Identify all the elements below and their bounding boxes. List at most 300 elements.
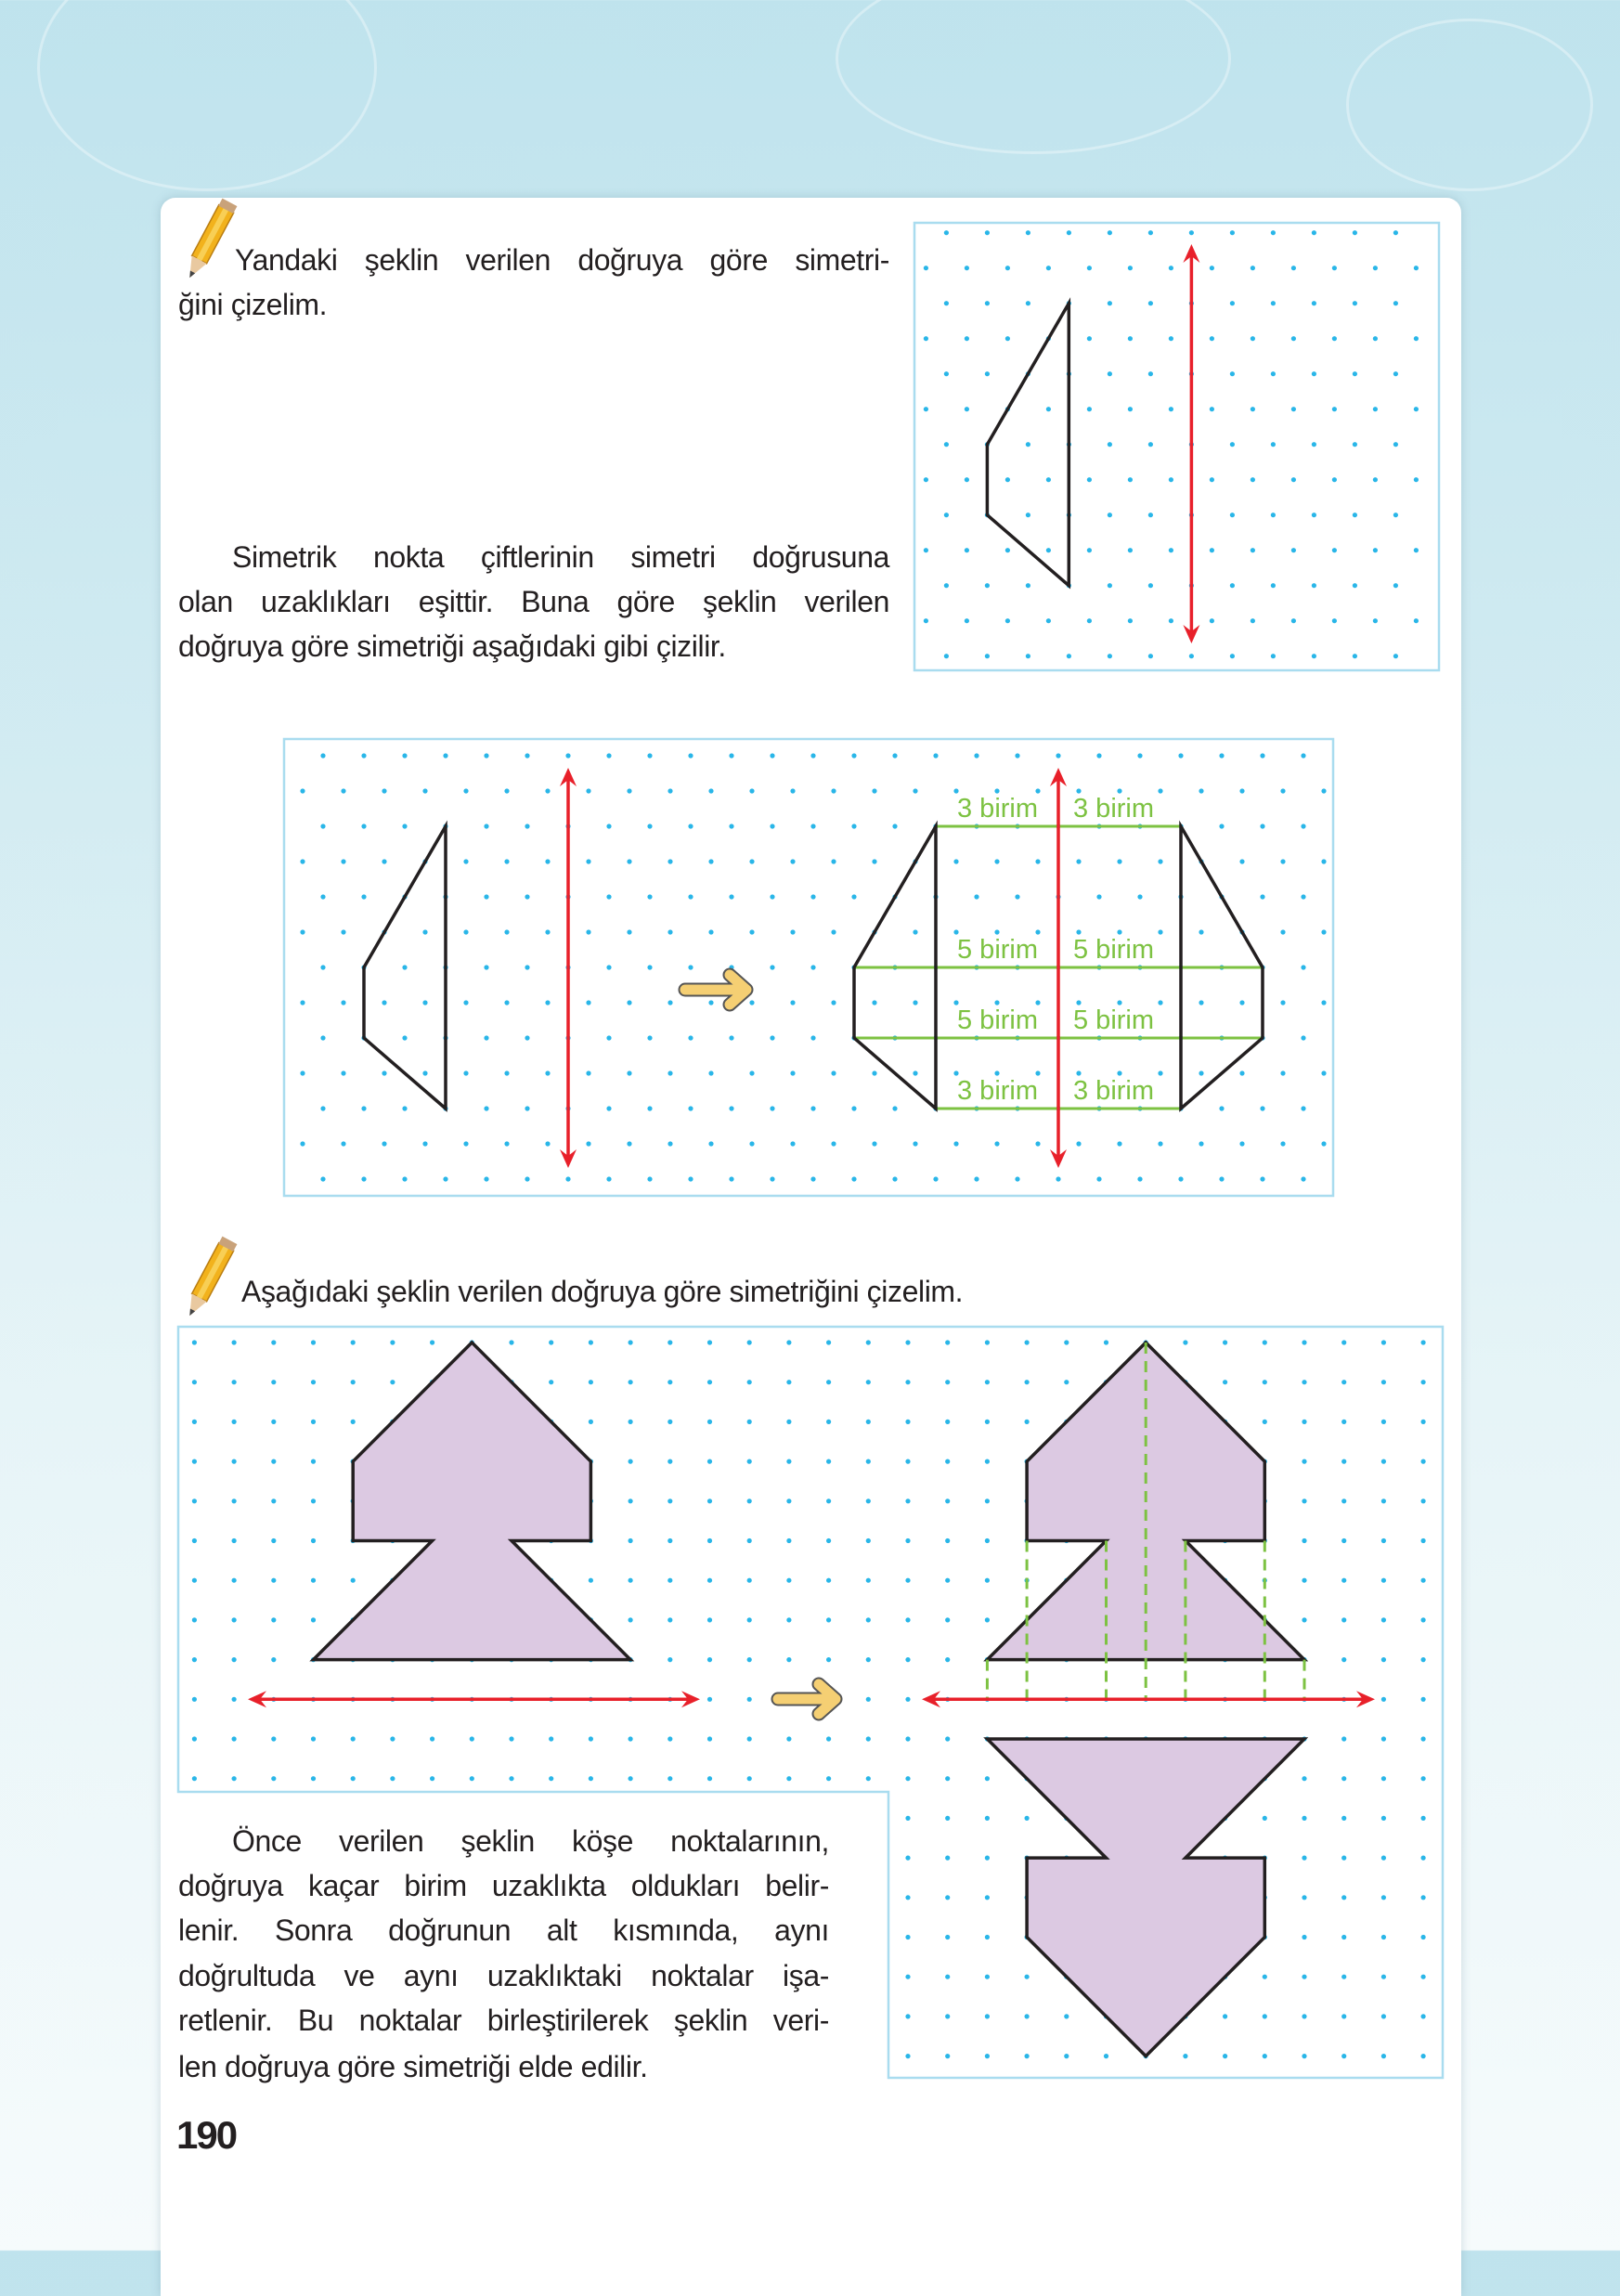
grid-dot <box>826 1776 831 1781</box>
grid-dot <box>953 1141 958 1146</box>
grid-dot <box>545 1070 550 1075</box>
grid-dot <box>484 894 488 899</box>
grid-dot <box>1341 1380 1346 1384</box>
grid-dot <box>786 1340 791 1344</box>
grid-dot <box>786 1459 791 1464</box>
grid-dot <box>484 1176 488 1181</box>
grid-dot <box>747 1340 752 1344</box>
grid-dot <box>688 753 693 758</box>
grid-dot <box>1381 1736 1386 1741</box>
grid-dot <box>1332 548 1337 552</box>
grid-dot <box>924 548 928 552</box>
grid-dot <box>965 407 969 411</box>
grid-dot <box>545 1141 550 1146</box>
grid-dot <box>1393 583 1398 588</box>
grid-dot <box>1291 477 1296 482</box>
grid-dot <box>1421 1340 1426 1344</box>
grid-dot <box>1128 548 1133 552</box>
grid-dot <box>1341 1895 1346 1900</box>
exercise2-instruction: Aşağıdaki şeklin verilen doğruya göre simetriğini çizelim. <box>241 1275 964 1308</box>
grid-dot <box>1381 1459 1386 1464</box>
grid-dot <box>831 1141 836 1146</box>
grid-dot <box>271 1578 276 1583</box>
grid-dot <box>866 1420 871 1424</box>
explanation2-line: lenir. Sonra doğrunun alt kısmında, aynı <box>178 1913 829 1947</box>
grid-dot <box>667 1459 672 1464</box>
grid-dot <box>1341 1856 1346 1861</box>
grid-dot <box>629 1459 633 1464</box>
grid-dot <box>1015 753 1019 758</box>
grid-dot <box>707 1380 712 1384</box>
grid-dot <box>1128 477 1133 482</box>
grid-dot <box>945 1975 950 1979</box>
distance-label: 3 birim <box>1073 794 1155 824</box>
grid-dot <box>1421 1617 1426 1622</box>
grid-dot <box>1341 1498 1346 1503</box>
grid-dot <box>300 1070 305 1075</box>
grid-dot <box>905 1617 910 1622</box>
grid-dot <box>351 1340 356 1344</box>
grid-dot <box>1076 788 1081 793</box>
grid-dot <box>866 1736 871 1741</box>
grid-dot <box>589 1420 593 1424</box>
grid-dot <box>667 1736 672 1741</box>
grid-dot <box>1280 929 1285 934</box>
grid-dot <box>851 1176 856 1181</box>
grid-dot <box>1158 788 1162 793</box>
grid-dot <box>985 654 990 658</box>
grid-dot <box>192 1657 197 1662</box>
grid-dot <box>945 1856 950 1861</box>
grid-dot <box>1230 230 1235 235</box>
grid-dot <box>1341 1578 1346 1583</box>
grid-dot <box>311 1498 316 1503</box>
grid-dot <box>708 788 713 793</box>
grid-dot <box>647 894 652 899</box>
grid-dot <box>851 753 856 758</box>
explanation2-line: doğruya kaçar birim uzaklıkta oldukları belir- <box>178 1869 829 1902</box>
grid-dot <box>443 1176 447 1181</box>
grid-dot <box>1381 1895 1386 1900</box>
grid-dot <box>944 371 949 376</box>
grid-dot <box>1210 618 1214 623</box>
grid-dot <box>1421 1856 1426 1861</box>
grid-dot <box>749 859 754 863</box>
grid-dot <box>1025 1340 1030 1344</box>
grid-dot <box>351 1736 356 1741</box>
grid-dot <box>965 548 969 552</box>
grid-dot <box>1087 618 1092 623</box>
grid-dot <box>1064 2054 1069 2058</box>
grid-dot <box>1271 512 1276 517</box>
grid-dot <box>866 1657 871 1662</box>
grid-dot <box>985 1578 990 1583</box>
explanation2-line: Önce verilen şeklin köşe noktalarının, <box>232 1824 829 1858</box>
grid-dot <box>1219 1106 1224 1110</box>
grid-dot <box>905 1459 910 1464</box>
grid-dot <box>790 1141 795 1146</box>
grid-dot <box>1230 442 1235 447</box>
grid-dot <box>422 788 427 793</box>
grid-dot <box>707 1697 712 1702</box>
grid-dot <box>589 1578 593 1583</box>
grid-dot <box>747 1776 752 1781</box>
grid-dot <box>1381 1380 1386 1384</box>
grid-dot <box>232 1657 237 1662</box>
grid-dot <box>985 2014 990 2018</box>
grid-dot <box>872 859 876 863</box>
grid-dot <box>271 1776 276 1781</box>
grid-dot <box>1026 583 1030 588</box>
grid-dot <box>232 1736 237 1741</box>
grid-dot <box>1108 583 1112 588</box>
grid-dot <box>1223 1380 1227 1384</box>
grid-dot <box>545 929 550 934</box>
grid-dot <box>232 1420 237 1424</box>
grid-dot <box>1280 1141 1285 1146</box>
grid-dot <box>707 1340 712 1344</box>
grid-dot <box>729 1106 733 1110</box>
grid-dot <box>320 1106 325 1110</box>
grid-dot <box>606 965 611 969</box>
grid-dot <box>504 859 509 863</box>
grid-dot <box>192 1340 197 1344</box>
grid-dot <box>1381 2014 1386 2018</box>
grid-dot <box>351 1578 356 1583</box>
grid-dot <box>707 1538 712 1543</box>
grid-dot <box>866 1498 871 1503</box>
grid-dot <box>1321 859 1326 863</box>
grid-dot <box>826 1459 831 1464</box>
grid-dot <box>545 1000 550 1005</box>
grid-dot <box>905 1776 910 1781</box>
grid-dot <box>232 1697 237 1702</box>
grid-dot <box>1301 1035 1305 1040</box>
grid-dot <box>1301 1176 1305 1181</box>
grid-dot <box>504 1141 509 1146</box>
grid-dot <box>1015 894 1019 899</box>
grid-dot <box>913 929 917 934</box>
grid-dot <box>688 1035 693 1040</box>
grid-dot <box>851 894 856 899</box>
grid-dot <box>1381 1935 1386 1939</box>
grid-dot <box>300 788 305 793</box>
grid-dot <box>790 1000 795 1005</box>
grid-dot <box>232 1380 237 1384</box>
grid-dot <box>1148 371 1153 376</box>
grid-dot <box>1393 512 1398 517</box>
grid-dot <box>708 929 713 934</box>
grid-dot <box>1117 1000 1121 1005</box>
grid-dot <box>1199 1000 1203 1005</box>
grid-dot <box>525 965 529 969</box>
grid-dot <box>382 1141 386 1146</box>
grid-dot <box>1219 824 1224 828</box>
grid-dot <box>749 1000 754 1005</box>
grid-dot <box>1076 1070 1081 1075</box>
grid-dot <box>271 1420 276 1424</box>
grid-dot <box>271 1736 276 1741</box>
grid-dot <box>509 1340 513 1344</box>
distance-label: 3 birim <box>957 794 1039 824</box>
grid-dot <box>1373 407 1378 411</box>
grid-dot <box>1076 1141 1081 1146</box>
grid-dot <box>1128 618 1133 623</box>
grid-dot <box>192 1697 197 1702</box>
grid-dot <box>872 788 876 793</box>
grid-dot <box>826 1538 831 1543</box>
grid-dot <box>647 1176 652 1181</box>
grid-dot <box>707 1578 712 1583</box>
grid-dot <box>770 824 774 828</box>
grid-dot <box>627 1141 631 1146</box>
exercise1-instruction-line1: Yandaki şeklin verilen doğruya göre simetri- <box>235 243 889 277</box>
grid-dot <box>1026 512 1030 517</box>
grid-dot <box>1302 1975 1306 1979</box>
grid-dot <box>994 859 999 863</box>
grid-dot <box>985 1380 990 1384</box>
grid-dot <box>1414 548 1419 552</box>
grid-dot <box>688 965 693 969</box>
grid-dot <box>606 1176 611 1181</box>
grid-dot <box>994 788 999 793</box>
grid-dot <box>866 1776 871 1781</box>
grid-dot <box>866 1380 871 1384</box>
grid-dot <box>924 407 928 411</box>
grid-dot <box>747 1578 752 1583</box>
grid-dot <box>647 824 652 828</box>
grid-dot <box>1137 894 1142 899</box>
grid-dot <box>1291 407 1296 411</box>
grid-dot <box>1067 230 1071 235</box>
grid-dot <box>586 788 590 793</box>
grid-dot <box>1302 1459 1306 1464</box>
grid-dot <box>770 894 774 899</box>
grid-dot <box>341 929 345 934</box>
grid-dot <box>341 788 345 793</box>
grid-dot <box>1332 336 1337 341</box>
grid-dot <box>361 1106 366 1110</box>
grid-dot <box>606 1035 611 1040</box>
grid-dot <box>1251 477 1255 482</box>
grid-dot <box>1169 477 1173 482</box>
grid-dot <box>565 753 570 758</box>
grid-dot <box>913 1141 917 1146</box>
grid-dot <box>905 1340 910 1344</box>
grid-dot <box>341 1141 345 1146</box>
grid-dot <box>1263 1380 1267 1384</box>
grid-dot <box>1381 1657 1386 1662</box>
grid-dot <box>1219 1176 1224 1181</box>
grid-dot <box>1035 1141 1040 1146</box>
grid-dot <box>1373 336 1378 341</box>
grid-dot <box>953 1070 958 1075</box>
grid-dot <box>1353 442 1357 447</box>
grid-dot <box>965 266 969 270</box>
grid-dot <box>985 583 990 588</box>
grid-dot <box>402 1106 407 1110</box>
grid-dot <box>1223 2054 1227 2058</box>
grid-dot <box>1230 512 1235 517</box>
grid-dot <box>1280 1070 1285 1075</box>
grid-dot <box>271 1538 276 1543</box>
grid-dot <box>470 1776 474 1781</box>
grid-dot <box>965 618 969 623</box>
grid-dot <box>831 788 836 793</box>
grid-dot <box>1301 824 1305 828</box>
grid-dot <box>953 929 958 934</box>
grid-dot <box>1108 371 1112 376</box>
grid-dot <box>1302 1420 1306 1424</box>
grid-dot <box>1199 1070 1203 1075</box>
grid-dot <box>866 1617 871 1622</box>
grid-dot <box>402 1176 407 1181</box>
grid-dot <box>1148 230 1153 235</box>
grid-dot <box>1169 336 1173 341</box>
grid-dot <box>311 1380 316 1384</box>
grid-dot <box>707 1459 712 1464</box>
grid-dot <box>1301 1106 1305 1110</box>
grid-dot <box>1414 336 1419 341</box>
grid-dot <box>1381 1538 1386 1543</box>
grid-dot <box>749 929 754 934</box>
grid-dot <box>1263 2054 1267 2058</box>
grid-dot <box>905 1538 910 1543</box>
grid-dot <box>1005 336 1010 341</box>
grid-dot <box>707 1498 712 1503</box>
grid-dot <box>1108 654 1112 658</box>
grid-dot <box>504 929 509 934</box>
grid-dot <box>1302 1380 1306 1384</box>
grid-dot <box>1321 1070 1326 1075</box>
grid-dot <box>905 1975 910 1979</box>
grid-dot <box>430 1340 434 1344</box>
grid-dot <box>1312 442 1316 447</box>
grid-dot <box>905 1657 910 1662</box>
grid-dot <box>1046 407 1051 411</box>
grid-dot <box>1128 407 1133 411</box>
grid-dot <box>463 929 468 934</box>
grid-dot <box>810 965 815 969</box>
grid-dot <box>1341 1459 1346 1464</box>
grid-dot <box>1381 1498 1386 1503</box>
grid-dot <box>1076 1000 1081 1005</box>
grid-dot <box>192 1420 197 1424</box>
grid-dot <box>1353 230 1357 235</box>
grid-dot <box>866 1459 871 1464</box>
grid-dot <box>1230 654 1235 658</box>
grid-dot <box>311 1617 316 1622</box>
grid-dot <box>770 1106 774 1110</box>
grid-dot <box>1239 1000 1244 1005</box>
grid-dot <box>300 1000 305 1005</box>
grid-dot <box>1321 929 1326 934</box>
grid-dot <box>1064 2014 1069 2018</box>
grid-dot <box>831 859 836 863</box>
grid-dot <box>1117 788 1121 793</box>
grid-dot <box>1260 1106 1264 1110</box>
grid-dot <box>1421 1776 1426 1781</box>
distance-label: 5 birim <box>1073 935 1155 965</box>
grid-dot <box>1321 788 1326 793</box>
grid-dot <box>1332 407 1337 411</box>
grid-dot <box>1148 654 1153 658</box>
grid-dot <box>965 477 969 482</box>
grid-dot <box>1373 548 1378 552</box>
grid-dot <box>1312 654 1316 658</box>
grid-dot <box>509 1736 513 1741</box>
grid-dot <box>1381 1420 1386 1424</box>
grid-dot <box>1321 1141 1326 1146</box>
grid-dot <box>945 1657 950 1662</box>
grid-dot <box>1158 929 1162 934</box>
grid-dot <box>826 1380 831 1384</box>
grid-dot <box>1087 477 1092 482</box>
grid-dot <box>1381 1975 1386 1979</box>
grid-dot <box>708 1000 713 1005</box>
grid-dot <box>311 1538 316 1543</box>
grid-dot <box>872 1141 876 1146</box>
grid-dot <box>1108 442 1112 447</box>
page-number: 190 <box>176 2113 237 2157</box>
grid-dot <box>945 1420 950 1424</box>
grid-dot <box>1104 1340 1108 1344</box>
grid-dot <box>1199 788 1203 793</box>
grid-dot <box>786 1776 791 1781</box>
grid-dot <box>1046 548 1051 552</box>
grid-dot <box>549 1736 553 1741</box>
grid-dot <box>484 824 488 828</box>
grid-dot <box>770 1176 774 1181</box>
grid-dot <box>905 2014 910 2018</box>
grid-dot <box>831 929 836 934</box>
grid-dot <box>1251 266 1255 270</box>
grid-dot <box>1117 1141 1121 1146</box>
grid-dot <box>647 965 652 969</box>
grid-dot <box>341 859 345 863</box>
grid-dot <box>749 788 754 793</box>
grid-dot <box>729 753 733 758</box>
grid-dot <box>667 929 672 934</box>
grid-dot <box>985 1498 990 1503</box>
grid-dot <box>1341 1617 1346 1622</box>
grid-dot <box>361 753 366 758</box>
grid-dot <box>866 1340 871 1344</box>
grid-dot <box>872 1070 876 1075</box>
grid-dot <box>786 1617 791 1622</box>
grid-dot <box>1026 442 1030 447</box>
grid-dot <box>826 1617 831 1622</box>
grid-dot <box>688 1176 693 1181</box>
grid-dot <box>688 894 693 899</box>
grid-dot <box>300 859 305 863</box>
grid-dot <box>382 1000 386 1005</box>
grid-dot <box>390 1380 395 1384</box>
grid-dot <box>1025 1975 1030 1979</box>
grid-dot <box>1137 1176 1142 1181</box>
grid-dot <box>786 1498 791 1503</box>
grid-dot <box>1302 2014 1306 2018</box>
grid-dot <box>729 824 733 828</box>
grid-dot <box>1381 1578 1386 1583</box>
grid-dot <box>300 929 305 934</box>
grid-dot <box>985 1856 990 1861</box>
grid-dot <box>192 1459 197 1464</box>
grid-dot <box>747 1736 752 1741</box>
grid-dot <box>1128 336 1133 341</box>
grid-dot <box>831 1000 836 1005</box>
grid-dot <box>790 1070 795 1075</box>
